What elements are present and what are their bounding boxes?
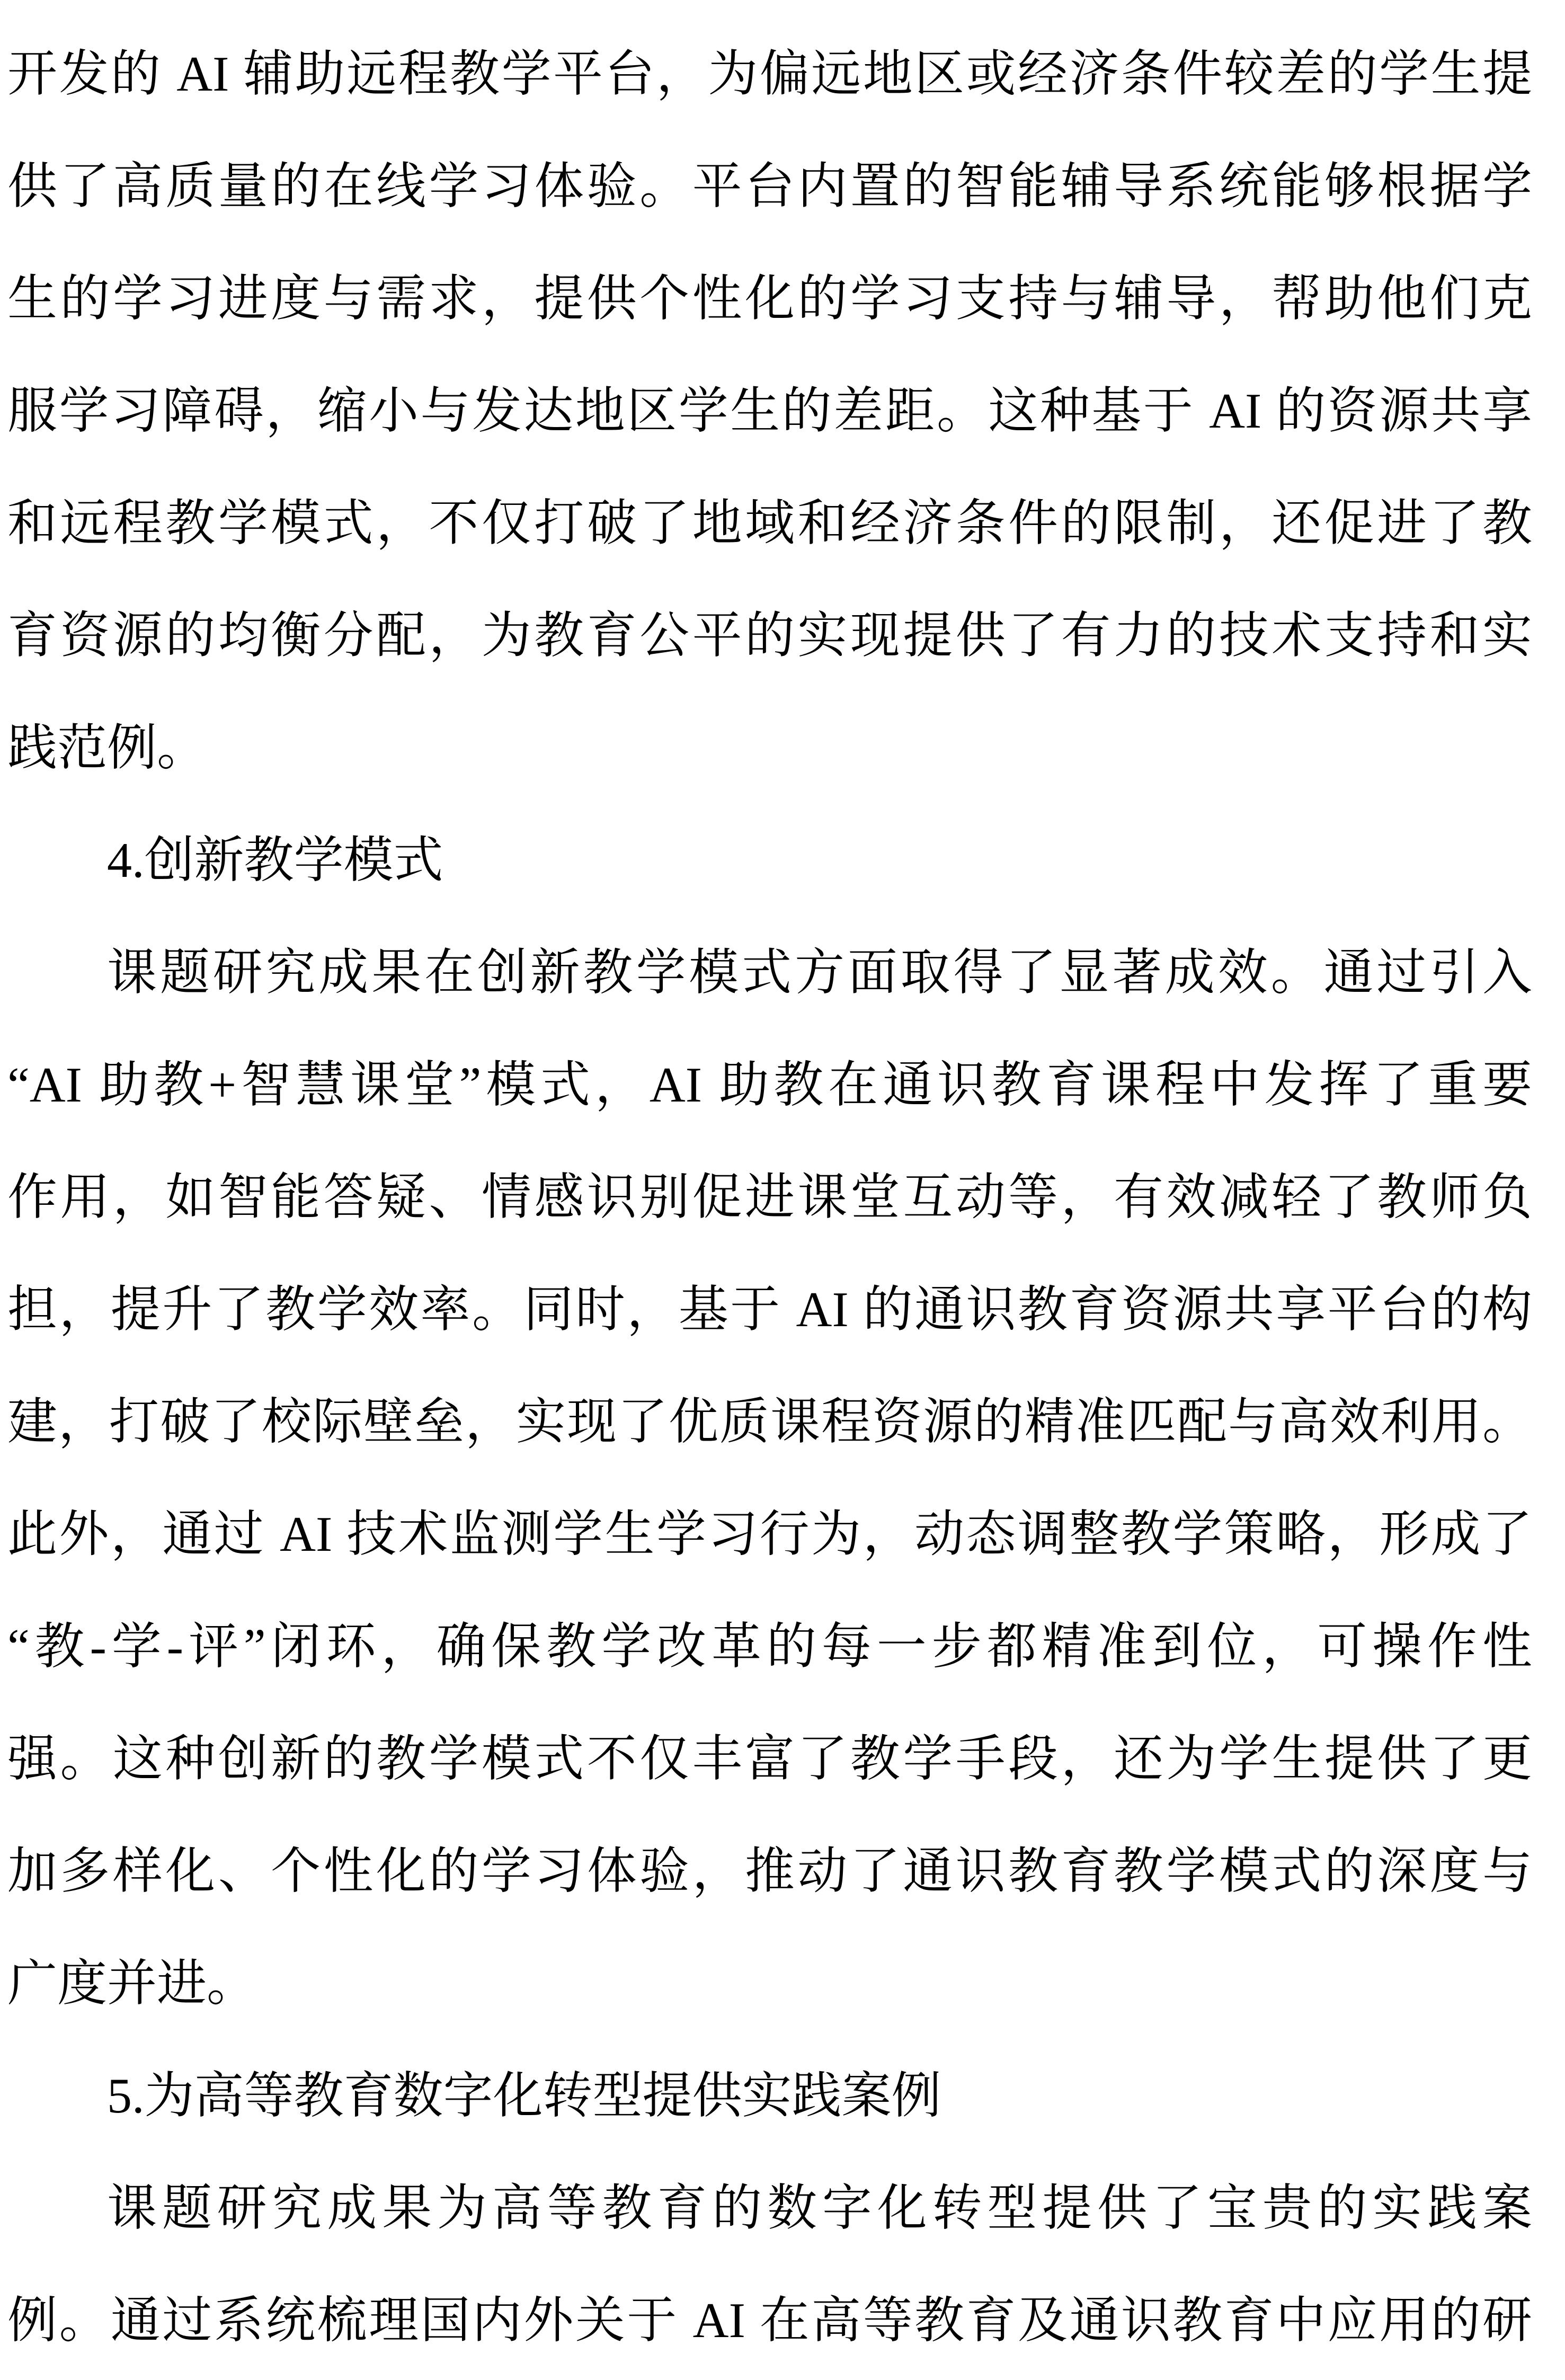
text-line: 强。这种创新的教学模式不仅丰富了教学手段，还为学生提供了更 [7,1731,1532,1787]
text-line: 建，打破了校际壁垒，实现了优质课程资源的精准匹配与高效利用。 [7,1395,1532,1450]
section-heading-5: 5.为高等教育数字化转型提供实践案例 [107,2068,941,2124]
text-line: 此外，通过 AI 技术监测学生学习行为，动态调整教学策略，形成了 [7,1507,1532,1562]
text-line: 育资源的均衡分配，为教育公平的实现提供了有力的技术支持和实 [7,608,1532,663]
paragraph-start-line: 课题研究成果在创新教学模式方面取得了显著成效。通过引入 [107,945,1532,1000]
text-line: “教-学-评”闭环，确保教学改革的每一步都精准到位，可操作性 [7,1619,1532,1674]
paragraph-end-line: 广度并进。 [7,1956,257,2011]
text-line: 生的学习进度与需求，提供个性化的学习支持与辅导，帮助他们克 [7,271,1532,326]
text-line: 担，提升了教学效率。同时，基于 AI 的通识教育资源共享平台的构 [7,1282,1532,1337]
text-line: 作用，如智能答疑、情感识别促进课堂互动等，有效减轻了教师负 [7,1170,1532,1225]
text-line: 加多样化、个性化的学习体验，推动了通识教育教学模式的深度与 [7,1844,1532,1899]
text-line: 和远程教学模式，不仅打破了地域和经济条件的限制，还促进了教 [7,496,1532,551]
text-line: “AI 助教+智慧课堂”模式，AI 助教在通识教育课程中发挥了重要 [7,1058,1532,1113]
text-line: 服学习障碍，缩小与发达地区学生的差距。这种基于 AI 的资源共享 [7,384,1532,439]
section-heading-4: 4.创新教学模式 [107,833,443,888]
text-line: 供了高质量的在线学习体验。平台内置的智能辅导系统能够根据学 [7,159,1532,214]
paragraph-end-line: 践范例。 [7,721,207,776]
text-line: 例。通过系统梳理国内外关于 AI 在高等教育及通识教育中应用的研 [7,2293,1532,2348]
text-line: 开发的 AI 辅助远程教学平台，为偏远地区或经济条件较差的学生提 [7,47,1532,102]
paragraph-start-line: 课题研究成果为高等教育的数字化转型提供了宝贵的实践案 [107,2181,1532,2236]
